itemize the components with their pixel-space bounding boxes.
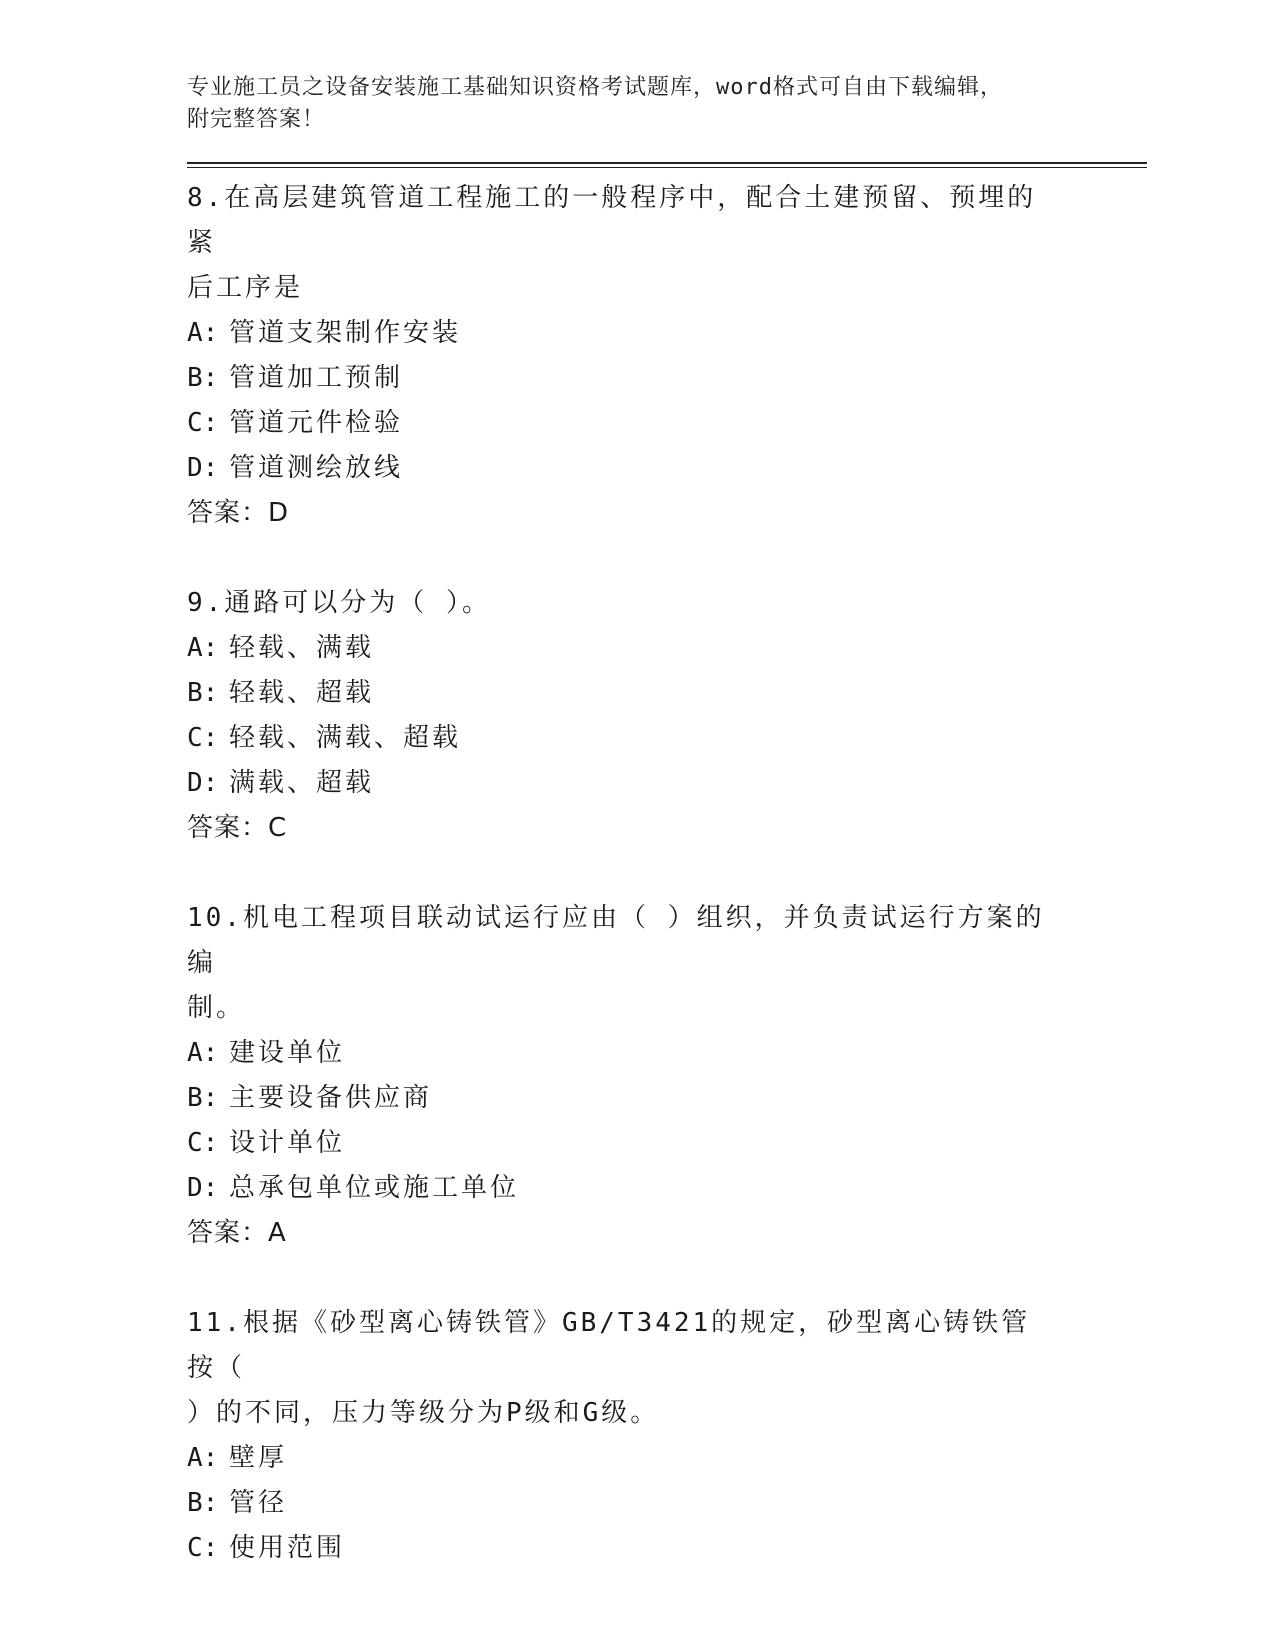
option-b <box>187 671 1147 716</box>
header-line-1: 专业施工员之设备安装施工基础知识资格考试题库，word格式可自由下载编辑， <box>187 75 1003 100</box>
question-list <box>187 176 1147 1571</box>
option-c <box>187 1121 1147 1166</box>
option-c <box>187 716 1147 761</box>
option-d <box>187 761 1147 806</box>
question-stem-line-1: 9.通路可以分为（ ）。 <box>187 588 491 618</box>
question-stem-line-2: ）的不同，压力等级分为P级和G级。 <box>187 1398 660 1428</box>
option-a <box>187 311 1147 356</box>
option-text: 管道加工预制 <box>229 363 404 393</box>
question-stem-line-1: 8.在高层建筑管道工程施工的一般程序中，配合土建预留、预埋的紧 <box>187 183 1037 258</box>
question-stem-line-2: 制。 <box>187 993 246 1023</box>
option-d <box>187 446 1147 491</box>
question-stem <box>187 581 1047 626</box>
option-text: 使用范围 <box>229 1533 346 1563</box>
question-stem-line-1: 11.根据《砂型离心铸铁管》GB/T3421的规定，砂型离心铸铁管按（ <box>187 1308 1031 1383</box>
option-key: D: <box>187 1173 219 1203</box>
option-a <box>187 1436 1147 1481</box>
question-spacer <box>187 536 1147 581</box>
option-text: 管道元件检验 <box>229 408 404 438</box>
option-text: 管径 <box>229 1488 288 1518</box>
question-spacer <box>187 1256 1147 1301</box>
question-stem-line-2: 后工序是 <box>187 273 304 303</box>
header-line-2: 附完整答案！ <box>187 107 326 132</box>
option-key: D: <box>187 768 219 798</box>
question-stem <box>187 1301 1047 1436</box>
option-key: C: <box>187 1128 219 1158</box>
question-stem-line-1: 10.机电工程项目联动试运行应由（ ）组织，并负责试运行方案的编 <box>187 903 1045 978</box>
answer-line: 答案：C <box>187 813 288 843</box>
document-page <box>187 72 1147 1571</box>
answer-line: 答案：A <box>187 1218 287 1248</box>
question-spacer <box>187 851 1147 896</box>
option-a <box>187 626 1147 671</box>
option-text: 轻载、满载 <box>229 633 375 663</box>
option-text: 设计单位 <box>229 1128 346 1158</box>
option-b <box>187 356 1147 401</box>
question-10 <box>187 896 1147 1256</box>
option-b <box>187 1076 1147 1121</box>
option-key: A: <box>187 1443 219 1473</box>
option-text: 壁厚 <box>229 1443 288 1473</box>
option-a <box>187 1031 1147 1076</box>
option-text: 管道测绘放线 <box>229 453 404 483</box>
option-key: A: <box>187 318 219 348</box>
option-text: 管道支架制作安装 <box>229 318 462 348</box>
option-d <box>187 1166 1147 1211</box>
option-c <box>187 1526 1147 1571</box>
question-11 <box>187 1301 1147 1571</box>
question-9 <box>187 581 1147 851</box>
option-key: C: <box>187 408 219 438</box>
option-key: B: <box>187 678 219 708</box>
option-key: C: <box>187 1533 219 1563</box>
option-text: 主要设备供应商 <box>229 1083 433 1113</box>
answer-line: 答案：D <box>187 498 290 528</box>
option-key: C: <box>187 723 219 753</box>
option-text: 总承包单位或施工单位 <box>229 1173 520 1203</box>
question-8 <box>187 176 1147 536</box>
option-key: A: <box>187 633 219 663</box>
option-b <box>187 1481 1147 1526</box>
header-divider <box>187 162 1147 168</box>
option-key: B: <box>187 1488 219 1518</box>
option-key: A: <box>187 1038 219 1068</box>
question-stem <box>187 896 1047 1031</box>
option-text: 满载、超载 <box>229 768 375 798</box>
option-key: D: <box>187 453 219 483</box>
question-stem <box>187 176 1047 311</box>
option-key: B: <box>187 363 219 393</box>
option-text: 轻载、超载 <box>229 678 375 708</box>
option-key: B: <box>187 1083 219 1113</box>
option-c <box>187 401 1147 446</box>
option-text: 建设单位 <box>229 1038 346 1068</box>
option-text: 轻载、满载、超载 <box>229 723 462 753</box>
